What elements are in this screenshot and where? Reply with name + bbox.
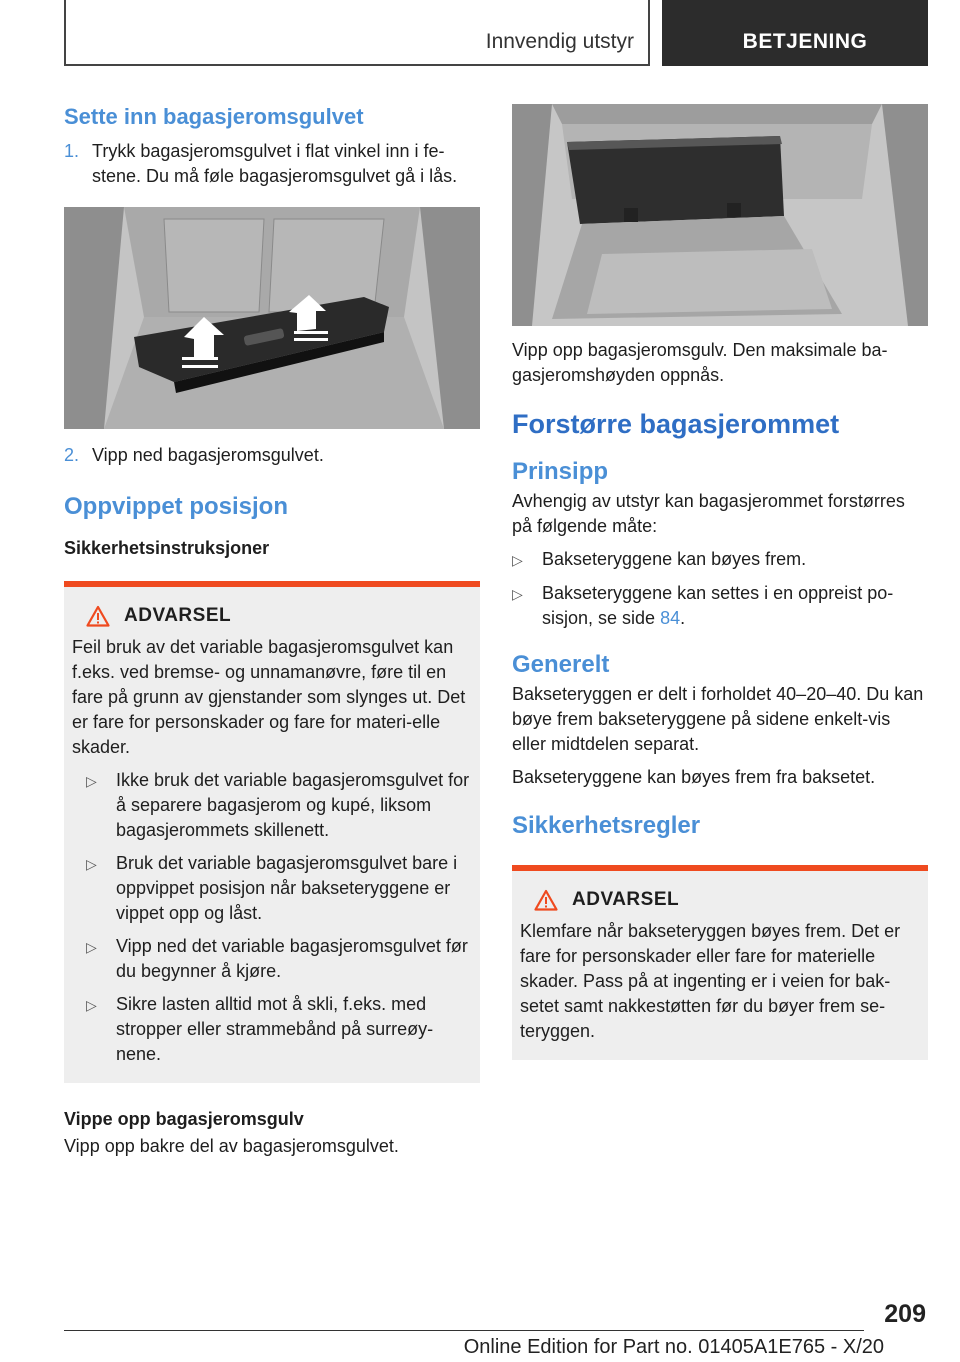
header-section-title: Innvendig utstyr (485, 30, 634, 53)
warning-title: ADVARSEL (572, 888, 680, 910)
principle-bullet (512, 581, 928, 631)
step-2 (64, 443, 480, 468)
warning-box (64, 581, 480, 1083)
warning-bullet (86, 768, 470, 843)
warning-box (512, 865, 928, 1060)
general-text-1: Bakseteryggen er delt i forholdet 40–20–40. Du kan bøye frem bakseteryggene på sidene enkelt-vis eller midtdelen separat. (512, 683, 924, 754)
bullet-triangle-icon: ▷ (86, 996, 97, 1013)
bullet-text: Bakseteryggene kan bøyes frem. (542, 549, 807, 570)
warning-bullet (86, 851, 470, 926)
warning-bullet (86, 934, 470, 984)
general-text-2: Bakseteryggene kan bøyes frem fra baksetet. (512, 766, 876, 787)
photo-caption: Vipp opp bagasjeromsgulv. Den maksimale ba-gasjeromshøyden oppnås. (512, 340, 888, 385)
warning-triangle-icon (534, 889, 558, 911)
principle-text: Avhengig av utstyr kan bagasjerommet forstørres på følgende måte: (512, 491, 905, 537)
bullet-text: Ikke bruk det variable bagasjeromsgulvet for å separere bagasjerom og kupé, liksom bagasjerommets skillenett. (116, 769, 470, 840)
bullet-text-part: Bakseteryggene kan settes i en oppreist po-sisjon, se side (542, 583, 894, 629)
warning-triangle-icon (86, 605, 110, 627)
bullet-triangle-icon: ▷ (512, 586, 523, 603)
bullet-triangle-icon: ▷ (86, 855, 97, 872)
step-text: Trykk bagasjeromsgulvet i flat vinkel inn i fe-stene. Du må føle bagasjeromsgulvet gå i lås. (92, 141, 458, 187)
step-text: Vipp ned bagasjeromsgulvet. (92, 445, 324, 466)
cargo-floor-tilted-photo (512, 104, 928, 326)
warning-title: ADVARSEL (124, 604, 232, 626)
cargo-floor-insert-photo (64, 207, 480, 429)
right-column (512, 104, 928, 1060)
header-chapter-label: BETJENING (742, 30, 868, 53)
cargo-floor-tilted-illustration (512, 104, 928, 326)
step-1 (64, 139, 480, 189)
warning-bullet (86, 992, 470, 1067)
heading-safety-rules: Sikkerhetsregler (512, 811, 701, 839)
footer-edition: Online Edition for Part no. 01405A1E765 - X/20 (463, 1336, 884, 1358)
bullet-text (542, 581, 928, 631)
heading-principle: Prinsipp (512, 458, 609, 486)
bullet-text: Vipp ned det variable bagasjeromsgulvet før du begynner å kjøre. (116, 935, 468, 981)
page-link[interactable]: 84 (660, 608, 681, 629)
bullet-text: Bruk det variable bagasjeromsgulvet bare i oppvippet posisjon når bakseteryggene er vippet opp og låst. (116, 852, 458, 923)
warning-title-row (534, 889, 918, 911)
warning-text: Feil bruk av det variable bagasjeromsgulvet kan f.eks. ved bremse- og unnamanøvre, føre til en fare på grunn av gjenstander som slynges ut. Det er fare for personskader og fare for materi-elle skader. (72, 636, 466, 757)
footer-divider (64, 1330, 864, 1331)
step-number: 1. (64, 141, 80, 162)
step-number: 2. (64, 445, 80, 466)
heading-tilt-up-floor: Vippe opp bagasjeromsgulv (64, 1108, 304, 1129)
heading-enlarge-cargo: Forstørre bagasjerommet (512, 409, 840, 439)
tilt-up-text: Vipp opp bakre del av bagasjeromsgulvet. (64, 1135, 399, 1156)
left-column (64, 98, 480, 1159)
bullet-triangle-icon: ▷ (86, 772, 97, 789)
bullet-text: Sikre lasten alltid mot å skli, f.eks. med stropper eller strammebånd på surreøy-nene. (116, 993, 434, 1064)
warning-text: Klemfare når bakseteryggen bøyes frem. Det er fare for personskader eller fare for materielle skader. Pass på at ingenting er i veien for bak-setet samt nakkestøtten før du bøyer frem se-teryggen. (520, 920, 901, 1041)
heading-general: Generelt (512, 651, 610, 679)
warning-title-row (86, 605, 470, 627)
header-chapter-tab[interactable] (662, 0, 928, 66)
heading-tilted-position: Oppvippet posisjon (64, 493, 289, 521)
page-number: 209 (884, 1300, 926, 1328)
bullet-triangle-icon: ▷ (512, 552, 523, 569)
heading-insert-floor: Sette inn bagasjeromsgulvet (64, 104, 364, 129)
bullet-text-end: . (680, 608, 686, 629)
principle-bullet (512, 547, 928, 573)
page-header (64, 0, 928, 66)
header-section-box (64, 0, 650, 66)
cargo-floor-insert-illustration (64, 207, 480, 429)
heading-safety-instructions: Sikkerhetsinstruksjoner (64, 538, 270, 559)
bullet-triangle-icon: ▷ (86, 938, 97, 955)
